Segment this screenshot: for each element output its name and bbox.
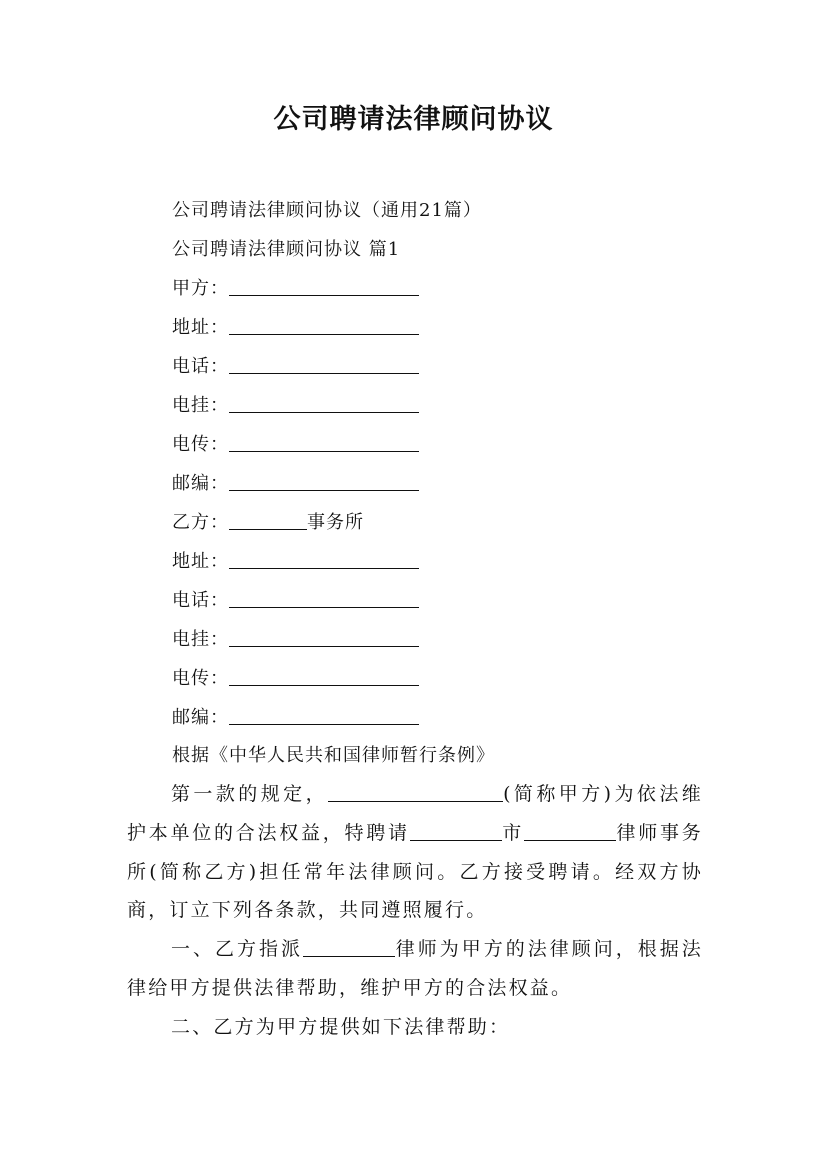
party-b-name-suffix: 事务所 bbox=[307, 512, 364, 533]
party-b-fax-blank bbox=[229, 667, 419, 686]
party-b-name-blank bbox=[229, 511, 307, 530]
party-a-phone-row bbox=[172, 354, 419, 380]
para2-text-2: 律师为甲方的法律顾问，根据法律给甲方提供法律帮助，维护甲方的合法权益。 bbox=[127, 938, 703, 999]
paragraph-3: 二、乙方为甲方提供如下法律帮助： bbox=[171, 1016, 511, 1038]
party-b-pager-row bbox=[172, 627, 419, 653]
party-b-postcode-row bbox=[172, 705, 419, 731]
party-a-name-row bbox=[172, 276, 419, 302]
party-b-name-row bbox=[172, 510, 364, 536]
section-heading: 公司聘请法律顾问协议 篇1 bbox=[172, 239, 401, 260]
document-subtitle: 公司聘请法律顾问协议（通用21篇） bbox=[172, 200, 482, 221]
para2-text-1: 一、乙方指派 bbox=[171, 938, 303, 960]
party-a-phone-blank bbox=[229, 355, 419, 374]
party-a-postcode-label: 邮编： bbox=[172, 473, 229, 494]
party-a-pager-label: 电挂： bbox=[172, 395, 229, 416]
party-b-postcode-blank bbox=[229, 706, 419, 725]
para2-blank-lawyer bbox=[303, 938, 395, 957]
party-a-postcode-row bbox=[172, 471, 419, 497]
paragraph-1 bbox=[127, 775, 703, 930]
para1-blank-firm bbox=[524, 822, 616, 841]
para1-blank-company bbox=[328, 783, 503, 802]
document-title: 公司聘请法律顾问协议 bbox=[273, 104, 554, 135]
party-a-fax-row bbox=[172, 432, 419, 458]
para1-text-4: 律师事务所(简称乙方)担任常年法律顾问。乙方接受聘请。经双方协商，订立下列各条款，共同遵照履行。 bbox=[127, 821, 703, 922]
para1-text-1: 第一款的规定， bbox=[171, 783, 329, 805]
para1-blank-city bbox=[410, 822, 502, 841]
party-a-name-label: 甲方： bbox=[172, 278, 229, 299]
party-b-address-row bbox=[172, 549, 419, 575]
party-b-pager-label: 电挂： bbox=[172, 629, 229, 650]
party-b-address-blank bbox=[229, 550, 419, 569]
party-b-fax-row bbox=[172, 666, 419, 692]
party-a-fax-blank bbox=[229, 433, 419, 452]
party-a-fax-label: 电传： bbox=[172, 434, 229, 455]
para1-text-2: (简称甲方)为依法维护本单位的合法权益，特聘请 bbox=[127, 783, 704, 844]
party-a-pager-blank bbox=[229, 394, 419, 413]
party-a-address-blank bbox=[229, 316, 419, 335]
party-b-phone-label: 电话： bbox=[172, 590, 229, 611]
party-b-name-label: 乙方： bbox=[172, 512, 229, 533]
party-b-address-label: 地址： bbox=[172, 551, 229, 572]
party-a-pager-row bbox=[172, 393, 419, 419]
party-a-name-blank bbox=[229, 277, 419, 296]
basis-line: 根据《中华人民共和国律师暂行条例》 bbox=[172, 745, 495, 766]
party-b-phone-blank bbox=[229, 589, 419, 608]
para1-text-3: 市 bbox=[501, 821, 524, 844]
party-a-address-row bbox=[172, 315, 419, 341]
paragraph-2 bbox=[127, 930, 703, 1008]
party-a-phone-label: 电话： bbox=[172, 356, 229, 377]
party-a-address-label: 地址： bbox=[172, 317, 229, 338]
party-b-fax-label: 电传： bbox=[172, 668, 229, 689]
party-a-postcode-blank bbox=[229, 472, 419, 491]
party-b-pager-blank bbox=[229, 628, 419, 647]
party-b-phone-row bbox=[172, 588, 419, 614]
party-b-postcode-label: 邮编： bbox=[172, 707, 229, 728]
